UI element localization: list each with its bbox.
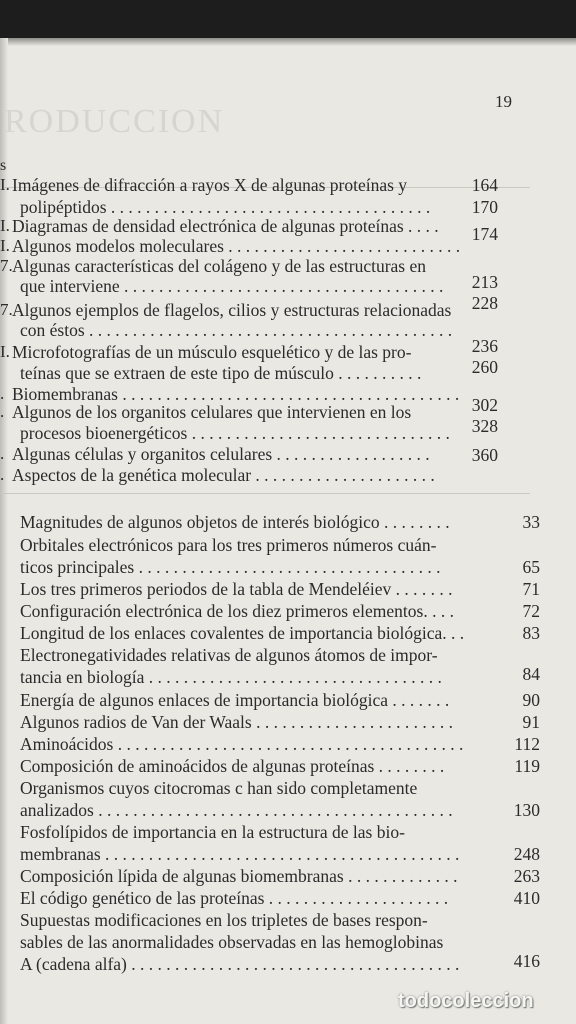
rule-middle <box>0 493 530 494</box>
entry-page: 84 <box>522 664 540 684</box>
entry-text: polipéptidos . . . . . . . . . . . . . . . . . . . . . . . . . . . . . . . . . . . . . <box>20 197 431 217</box>
entry-text: Supuestas modificaciones en los tripletes de bases respon- <box>20 910 428 930</box>
entry-page: 112 <box>514 734 540 754</box>
entry-mark: . <box>0 444 5 463</box>
entry-mark: . <box>0 402 5 421</box>
entry-page: 302 <box>471 395 498 415</box>
table-entry-line3 <box>0 952 576 978</box>
entry-text: tancia en biología . . . . . . . . . . . . . . . . . . . . . . . . . . . . . . . . . . <box>20 667 442 687</box>
page-number: 19 <box>495 92 512 111</box>
entry-page: 213 <box>471 272 498 292</box>
dark-top-band <box>0 0 576 38</box>
entry-text: teínas que se extraen de este tipo de músculo . . . . . . . . . . <box>20 363 422 383</box>
entry-page: 263 <box>513 866 540 886</box>
entry-text: Aspectos de la genética molecular . . . . . . . . . . . . . . . . . . . . . <box>12 465 435 485</box>
entry-mark: I. <box>0 236 10 255</box>
entry-page: 83 <box>522 623 540 643</box>
entry-page: 90 <box>522 690 540 710</box>
entry-text: Algunos de los organitos celulares que intervienen en los <box>12 402 412 422</box>
entry-text: con éstos . . . . . . . . . . . . . . . . . . . . . . . . . . . . . . . . . . . . . . . . . . <box>20 320 453 340</box>
section-mark: s <box>0 157 7 174</box>
entry-text: Algunos radios de Van der Waals . . . . . . . . . . . . . . . . . . . . . . . <box>20 712 453 732</box>
entry-page: 130 <box>513 800 540 820</box>
entry-text: Aminoácidos . . . . . . . . . . . . . . . . . . . . . . . . . . . . . . . . . . . . . . . . <box>20 734 464 754</box>
entry-text: El código genético de las proteínas . . . . . . . . . . . . . . . . . . . . . <box>20 888 449 908</box>
entry-mark: . <box>0 384 5 403</box>
entry-page: 260 <box>471 357 498 377</box>
entry-page: 236 <box>471 336 498 356</box>
entry-text: Electronegatividades relativas de algunos átomos de impor- <box>20 645 438 665</box>
show-through-heading: RODUCCION <box>4 103 225 140</box>
entry-text: Orbitales electrónicos para los tres primeros números cuán- <box>20 535 437 555</box>
entry-text: Biomembranas . . . . . . . . . . . . . . . . . . . . . . . . . . . . . . . . . . . . . . . <box>12 384 460 404</box>
entry-text: Algunas células y organitos celulares . . . . . . . . . . . . . . . . . . <box>12 444 430 464</box>
entry-text: Microfotografías de un músculo esquelético y de las pro- <box>12 342 412 362</box>
entry-text: procesos bioenergéticos . . . . . . . . . . . . . . . . . . . . . . . . . . . . . . <box>20 423 450 443</box>
entry-text: Imágenes de difracción a rayos X de algunas proteínas y <box>12 175 408 195</box>
entry-page: 328 <box>471 416 498 436</box>
entry-text: membranas . . . . . . . . . . . . . . . . . . . . . . . . . . . . . . . . . . . . . . . . . <box>20 844 460 864</box>
entry-page: 119 <box>514 756 540 776</box>
entry-page: 170 <box>471 197 498 217</box>
entry-text: Algunas características del colágeno y de las estructuras en <box>12 256 426 276</box>
entry-text: Fosfolípidos de importancia en la estructura de las bio- <box>20 822 405 842</box>
entry-text: A (cadena alfa) . . . . . . . . . . . . . . . . . . . . . . . . . . . . . . . . . . . . . . <box>20 954 460 974</box>
entry-page: 33 <box>522 512 540 532</box>
entry-text: Composición de aminoácidos de algunas proteínas . . . . . . . . <box>20 756 445 776</box>
entry-page: 228 <box>471 293 498 313</box>
entry-page: 164 <box>471 175 498 195</box>
entry-mark: I. <box>0 216 10 235</box>
top-shadow <box>0 38 576 46</box>
entry-text: que interviene . . . . . . . . . . . . . . . . . . . . . . . . . . . . . . . . . . . . . <box>20 276 444 296</box>
entry-page: 65 <box>522 557 540 577</box>
entry-mark: 7. <box>0 256 13 275</box>
entry-text: analizados . . . . . . . . . . . . . . . . . . . . . . . . . . . . . . . . . . . . . . . . . <box>20 800 453 820</box>
entry-text: Organismos cuyos citocromas c han sido completamente <box>20 778 418 798</box>
watermark: todocoleccion <box>398 990 534 1012</box>
entry-page: 174 <box>471 224 498 244</box>
entry-mark: I. <box>0 175 10 194</box>
entry-page: 72 <box>522 601 540 621</box>
entry-page: 410 <box>513 888 540 908</box>
entry-text: Diagramas de densidad electrónica de algunas proteínas . . . . <box>12 216 439 236</box>
entry-text: ticos principales . . . . . . . . . . . . . . . . . . . . . . . . . . . . . . . . . . . <box>20 557 441 577</box>
entry-text: sables de las anormalidades observadas en las hemoglobinas <box>20 932 444 952</box>
entry-mark: 7. <box>0 300 13 319</box>
entry-text: Los tres primeros periodos de la tabla de Mendeléiev . . . . . . . <box>20 579 453 599</box>
entry-text: Algunos modelos moleculares . . . . . . . . . . . . . . . . . . . . . . . . . . . <box>12 236 461 256</box>
entry-text: Composición lípida de algunas biomembranas . . . . . . . . . . . . . <box>20 866 458 886</box>
entry-page: 91 <box>522 712 540 732</box>
entry-text: Magnitudes de algunos objetos de interés biológico . . . . . . . . <box>20 512 450 532</box>
entry-page: 360 <box>471 445 498 465</box>
entry-page: 71 <box>522 579 540 599</box>
entry-text: Energía de algunos enlaces de importancia biológica . . . . . . . <box>20 690 450 710</box>
entry-text: Longitud de los enlaces covalentes de importancia biológica. . . <box>20 623 465 643</box>
entry-text: Configuración electrónica de los diez primeros elementos. . . . <box>20 601 454 621</box>
entry-text: Algunos ejemplos de flagelos, cilios y estructuras relacionadas <box>12 300 452 320</box>
entry-mark: . <box>0 465 5 484</box>
entry-mark: I. <box>0 342 10 361</box>
entry-page: 416 <box>513 951 540 971</box>
entry-page: 248 <box>513 844 540 864</box>
